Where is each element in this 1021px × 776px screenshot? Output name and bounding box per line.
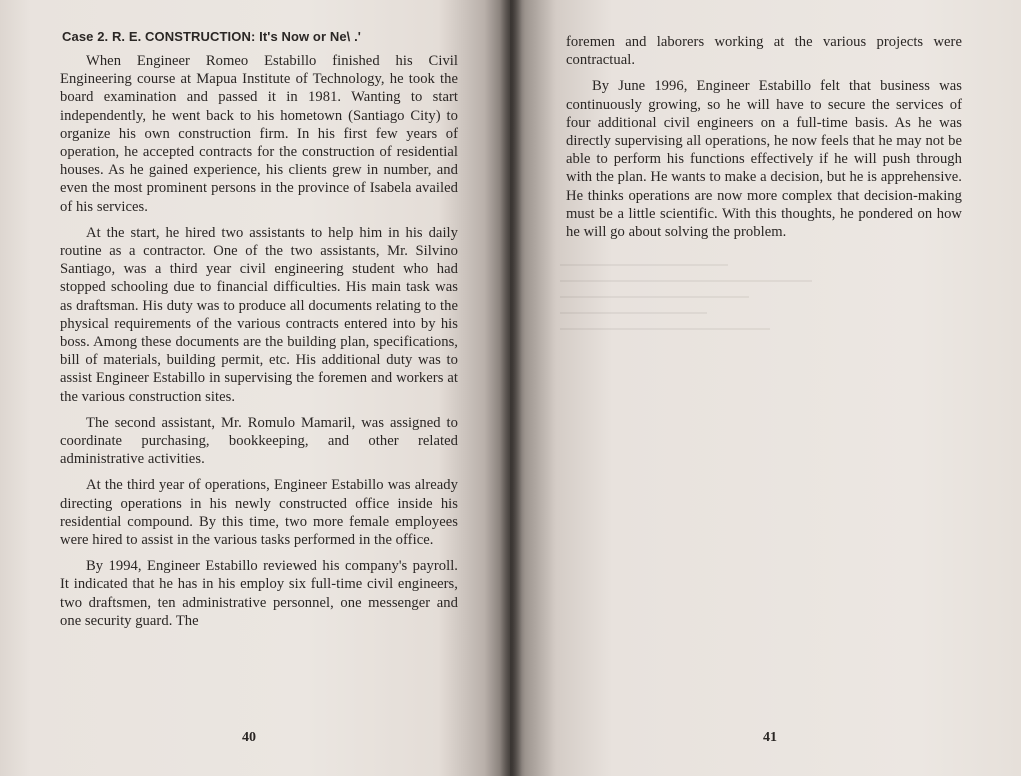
page-number-right: 41 xyxy=(763,730,777,745)
case-heading: Case 2. R. E. CONSTRUCTION: It's Now or Ne\ .' xyxy=(62,29,361,44)
paragraph-assistants: At the start, he hired two assistants to help him in his daily routine as a contractor. One of the two assistants, Mr. Silvino Santiago, was a third year civil engineering student who had stopped schooling due to financial difficulties. His main task was as draftsman. His duty was to produce all documents relating to the physical requirements of the various contracts entered into by his boss. Among these documents are the building plan, specifications, bill of materials, building permit, etc. His additional duty was to assist Engineer Estabillo in supervising the foremen and workers at the various construction sites. xyxy=(60,224,458,405)
book-gutter-shadow xyxy=(500,0,522,776)
bleed-through-shadow xyxy=(560,250,980,420)
paragraph-contractual: foremen and laborers working at the various projects were contractual. xyxy=(566,34,962,69)
page-number-left: 40 xyxy=(242,730,256,745)
paragraph-second-assistant: The second assistant, Mr. Romulo Mamaril, was assigned to coordinate purchasing, bookkeeping, and other related administrative activities. xyxy=(60,414,458,468)
left-page-body xyxy=(60,52,458,638)
paragraph-intro: When Engineer Romeo Estabillo finished his Civil Engineering course at Mapua Institute of Technology, he took the board examination and passed it in 1981. Wanting to start independently, he went back to his hometown (Santiago City) to organize his own construction firm. In his first few years of operation, he accepted contracts for the construction of residential houses. As he gained experience, his clients grew in number, and even the most prominent persons in the province of Isabela availed of his services. xyxy=(60,53,458,215)
left-page xyxy=(0,0,510,776)
paragraph-third-year: At the third year of operations, Engineer Estabillo was already directing operations in his newly constructed office inside his residential compound. By this time, two more female employees were hired to assist in the various tasks performed in the office. xyxy=(60,477,458,549)
paragraph-june-1996: By June 1996, Engineer Estabillo felt that business was continuously growing, so he will have to secure the services of four additional civil engineers on a full-time basis. As he was directly supervising all operations, he now feels that he may not be able to perform his functions effectively if he will push through with the plan. He wants to make a decision, but he is apprehensive. He thinks operations are now more complex that decision-making must be a little scientific. With this thoughts, he pondered on how he will go about solving the problem. xyxy=(566,78,962,241)
right-page-body xyxy=(566,33,962,249)
paragraph-payroll: By 1994, Engineer Estabillo reviewed his company's payroll. It indicated that he has in his employ six full-time civil engineers, two draftsmen, ten administrative personnel, one messenger and one security guard. The xyxy=(60,558,458,629)
